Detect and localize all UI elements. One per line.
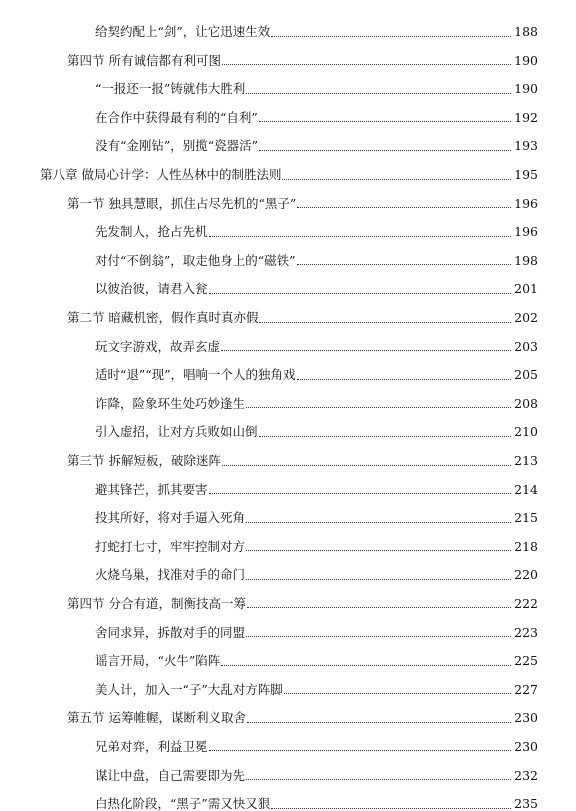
dot-leader (246, 635, 511, 637)
toc-entry-title: 兄弟对弈，利益卫冕 (95, 738, 208, 754)
toc-entry-subsection[interactable] (0, 553, 576, 582)
toc-entry-title: 火烧乌巢，找准对手的命门 (95, 567, 246, 583)
toc-entry-section[interactable] (0, 39, 576, 68)
toc-entry-subsection[interactable] (0, 725, 576, 754)
toc-entry-page-number: 195 (514, 167, 538, 183)
toc-entry-page-number: 223 (514, 624, 538, 640)
toc-entry-title: 谣言开局，“火牛”陷阵 (95, 653, 221, 669)
toc-entry-title: 玩文字游戏，故弄玄虚 (95, 338, 221, 354)
toc-entry-page-number: 193 (514, 138, 538, 154)
toc-entry-subsection[interactable] (0, 525, 576, 554)
toc-entry-subsection[interactable] (0, 610, 576, 639)
toc-entry-subsection[interactable] (0, 239, 576, 268)
dot-leader (271, 35, 511, 37)
toc-entry-subsection[interactable] (0, 753, 576, 782)
toc-entry-subsection[interactable] (0, 210, 576, 239)
toc-entry-title: 美人计，加入一“子”大乱对方阵脚 (95, 681, 283, 697)
toc-entry-page-number: 202 (514, 310, 538, 326)
dot-leader (209, 235, 511, 237)
dot-leader (297, 263, 511, 265)
toc-entry-page-number: 208 (514, 395, 538, 411)
toc-entry-section[interactable] (0, 582, 576, 611)
dot-leader (297, 206, 511, 208)
toc-entry-page-number: 201 (514, 281, 538, 297)
toc-entry-title: 给契约配上“剑”，让它迅速生效 (95, 24, 271, 40)
toc-entry-page-number: 230 (514, 710, 538, 726)
toc-entry-subsection[interactable] (0, 782, 576, 811)
toc-entry-subsection[interactable] (0, 410, 576, 439)
toc-entry-section[interactable] (0, 696, 576, 725)
toc-entry-subsection[interactable] (0, 124, 576, 153)
toc-entry-title: “一报还一报”铸就伟大胜利 (95, 81, 246, 97)
toc-entry-subsection[interactable] (0, 325, 576, 354)
toc-entry-title: 对付“不倒翁”，取走他身上的“磁铁” (95, 252, 296, 268)
dot-leader (222, 464, 511, 466)
toc-entry-title: 第四节 所有诚信都有利可图 (67, 52, 221, 68)
toc-entry-title: 避其锋芒，抓其要害 (95, 481, 208, 497)
dot-leader (246, 778, 511, 780)
toc-entry-page-number: 213 (514, 453, 538, 468)
dot-leader (209, 492, 511, 494)
toc-entry-title: 没有“金刚钻”，别揽“瓷器活” (95, 138, 259, 154)
toc-entry-title: 适时“退”“现”，唱响一个人的独角戏 (95, 367, 296, 383)
toc-entry-subsection[interactable] (0, 10, 576, 39)
dot-leader (284, 692, 511, 694)
dot-leader (221, 349, 511, 351)
toc-entry-page-number: 205 (514, 367, 538, 383)
dot-leader (247, 606, 511, 608)
toc-entry-page-number: 225 (514, 653, 538, 669)
toc-entry-chapter[interactable] (0, 153, 576, 182)
dot-leader (221, 664, 511, 666)
toc-entry-page-number: 218 (514, 538, 538, 554)
dot-leader (282, 178, 511, 180)
toc-entry-subsection[interactable] (0, 382, 576, 411)
toc-entry-title: 第五节 运筹帷幄，谋断利义取舍 (67, 710, 246, 726)
toc-entry-page-number: 190 (514, 81, 538, 97)
toc-entry-title: 诈降，险象环生处巧妙逢生 (95, 395, 246, 411)
toc-entry-page-number: 215 (514, 510, 538, 526)
toc-entry-page-number: 232 (514, 767, 538, 783)
dot-leader (297, 378, 511, 380)
dot-leader (246, 521, 511, 523)
toc-entry-subsection[interactable] (0, 496, 576, 525)
dot-leader (222, 63, 511, 65)
toc-entry-title: 在合作中获得最有利的“自利” (95, 109, 258, 125)
toc-entry-title: 引入虚招，让对方兵败如山倒 (95, 424, 258, 440)
dot-leader (259, 435, 511, 437)
dot-leader (259, 149, 511, 151)
toc-entry-subsection[interactable] (0, 267, 576, 296)
toc-entry-section[interactable] (0, 182, 576, 211)
toc-entry-page-number: 190 (514, 52, 538, 68)
toc-entry-page-number: 188 (514, 24, 538, 40)
toc-entry-subsection[interactable] (0, 668, 576, 697)
toc-entry-page-number: 222 (514, 595, 538, 611)
toc-entry-title: 第三节 拆解短板，破除迷阵 (67, 453, 221, 468)
table-of-contents (0, 10, 576, 811)
toc-entry-subsection[interactable] (0, 639, 576, 668)
toc-entry-page-number: 210 (514, 424, 538, 440)
dot-leader (247, 721, 511, 723)
toc-entry-page-number: 203 (514, 338, 538, 354)
toc-entry-page-number: 198 (514, 252, 538, 268)
toc-entry-subsection[interactable] (0, 67, 576, 96)
toc-entry-subsection[interactable] (0, 353, 576, 382)
dot-leader (246, 92, 511, 94)
toc-entry-subsection[interactable] (0, 96, 576, 125)
dot-leader (209, 292, 511, 294)
toc-entry-page-number: 214 (514, 481, 538, 497)
toc-entry-title: 投其所好，将对手逼入死角 (95, 510, 246, 526)
toc-entry-title: 打蛇打七寸，牢牢控制对方 (95, 538, 246, 554)
toc-entry-page-number: 192 (514, 109, 538, 125)
toc-entry-title: 第一节 独具慧眼，抓住占尽先机的“黑子” (67, 195, 297, 211)
toc-entry-title: 第四节 分合有道，制衡技高一筹 (67, 595, 246, 611)
toc-entry-page-number: 227 (514, 681, 538, 697)
toc-entry-page-number: 230 (514, 738, 538, 754)
toc-entry-title: 谋让中盘，自己需要即为先 (95, 767, 246, 783)
toc-entry-title: 以彼治彼，请君入瓮 (95, 281, 208, 297)
dot-leader (271, 807, 511, 809)
toc-entry-title: 白热化阶段，“黑子”需又快又狠 (95, 796, 271, 811)
toc-entry-page-number: 196 (514, 195, 538, 211)
dot-leader (259, 321, 511, 323)
toc-entry-title: 舍同求异，拆散对手的同盟 (95, 624, 246, 640)
toc-entry-subsection[interactable] (0, 468, 576, 497)
dot-leader (259, 120, 511, 122)
toc-entry-page-number: 235 (514, 796, 538, 811)
toc-entry-section[interactable] (0, 439, 576, 468)
dot-leader (246, 578, 511, 580)
dot-leader (246, 549, 511, 551)
toc-entry-section[interactable] (0, 296, 576, 325)
toc-entry-title: 第二节 暗藏机密，假作真时真亦假 (67, 310, 259, 326)
dot-leader (209, 749, 511, 751)
toc-entry-page-number: 220 (514, 567, 538, 583)
toc-entry-page-number: 196 (514, 224, 538, 240)
dot-leader (246, 406, 511, 408)
toc-entry-title: 第八章 做局心计学：人性丛林中的制胜法则 (40, 167, 282, 183)
toc-entry-title: 先发制人，抢占先机 (95, 224, 208, 240)
